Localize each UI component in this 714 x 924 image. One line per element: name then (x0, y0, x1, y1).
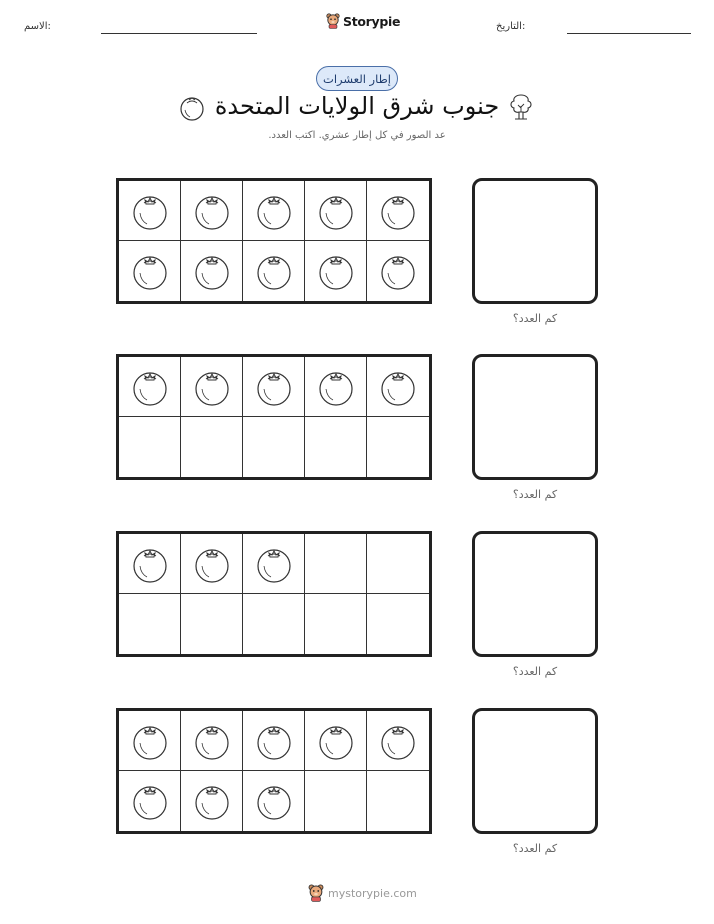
tomato-icon (254, 367, 294, 407)
tree-icon (507, 92, 535, 122)
bear-mascot-icon (326, 13, 340, 29)
ten-frame-cell (181, 771, 243, 831)
tomato-icon (192, 367, 232, 407)
ten-frame (116, 531, 432, 657)
tomato-icon (316, 191, 356, 231)
tomato-icon (130, 721, 170, 761)
ten-frame-cell (119, 357, 181, 417)
tomato-icon (378, 367, 418, 407)
bear-mascot-icon (308, 884, 324, 902)
topic-badge: إطار العشرات (316, 66, 398, 91)
ten-frame-cell (243, 241, 305, 301)
ten-frame-cell (367, 241, 429, 301)
ten-frame-cell (305, 771, 367, 831)
tomato-icon (254, 781, 294, 821)
ten-frame-cell (181, 181, 243, 241)
ten-frame-cell (119, 594, 181, 654)
name-line[interactable] (101, 33, 257, 34)
tomato-icon (254, 191, 294, 231)
tomato-icon (378, 251, 418, 291)
ten-frame-cell (119, 534, 181, 594)
brand-name: Storypie (343, 13, 401, 29)
answer-box[interactable] (472, 354, 598, 480)
ten-frame-cell (243, 534, 305, 594)
page-title: جنوب شرق الولايات المتحدة (214, 92, 500, 120)
ten-frame-cell (119, 181, 181, 241)
ten-frame-cell (305, 534, 367, 594)
ten-frame-cell (305, 711, 367, 771)
name-label: الاسم: (24, 21, 51, 32)
ten-frame-cell (367, 181, 429, 241)
tomato-icon (130, 781, 170, 821)
ten-frame-cell (119, 711, 181, 771)
ten-frame-cell (305, 181, 367, 241)
brand-logo (326, 13, 400, 29)
tomato-icon (378, 191, 418, 231)
ten-frame-cell (181, 594, 243, 654)
tomato-icon (316, 367, 356, 407)
ten-frame-cell (243, 594, 305, 654)
tomato-icon (192, 251, 232, 291)
tomato-icon (192, 721, 232, 761)
answer-prompt: كم العدد؟ (512, 665, 558, 678)
tomato-icon (316, 721, 356, 761)
tomato-icon (254, 544, 294, 584)
answer-box[interactable] (472, 178, 598, 304)
ten-frame-cell (119, 417, 181, 477)
tomato-icon (130, 367, 170, 407)
answer-box[interactable] (472, 531, 598, 657)
ten-frame-cell (305, 357, 367, 417)
answer-box[interactable] (472, 708, 598, 834)
ten-frame-cell (243, 417, 305, 477)
tomato-icon (254, 251, 294, 291)
ten-frame-cell (367, 417, 429, 477)
tomato-icon (130, 251, 170, 291)
ten-frame (116, 354, 432, 480)
ten-frame-cell (181, 534, 243, 594)
ten-frame (116, 708, 432, 834)
tomato-icon (192, 191, 232, 231)
answer-prompt: كم العدد؟ (512, 488, 558, 501)
date-line[interactable] (567, 33, 691, 34)
ten-frame-cell (181, 417, 243, 477)
instructions: عد الصور في كل إطار عشري. اكتب العدد. (268, 130, 446, 141)
ten-frame-cell (367, 771, 429, 831)
ten-frame-cell (367, 711, 429, 771)
ten-frame-cell (305, 417, 367, 477)
ten-frame-cell (367, 357, 429, 417)
tomato-icon (378, 721, 418, 761)
footer (308, 884, 417, 902)
ten-frame-cell (243, 711, 305, 771)
ten-frame-cell (305, 241, 367, 301)
ten-frame-cell (367, 534, 429, 594)
ten-frame-cell (243, 357, 305, 417)
tomato-icon (130, 544, 170, 584)
ten-frame-cell (119, 241, 181, 301)
tomato-icon (192, 781, 232, 821)
ten-frame-cell (243, 181, 305, 241)
tomato-icon (254, 721, 294, 761)
footer-url: mystorypie.com (328, 886, 417, 900)
ten-frame-cell (305, 594, 367, 654)
ten-frame-cell (181, 357, 243, 417)
tomato-icon (316, 251, 356, 291)
ten-frame-cell (367, 594, 429, 654)
ten-frame (116, 178, 432, 304)
tomato-icon (192, 544, 232, 584)
tomato-icon (130, 191, 170, 231)
ten-frame-cell (119, 771, 181, 831)
date-label: التاريخ: (496, 21, 526, 32)
answer-prompt: كم العدد؟ (512, 312, 558, 325)
answer-prompt: كم العدد؟ (512, 842, 558, 855)
ten-frame-cell (181, 241, 243, 301)
ten-frame-cell (243, 771, 305, 831)
ten-frame-cell (181, 711, 243, 771)
